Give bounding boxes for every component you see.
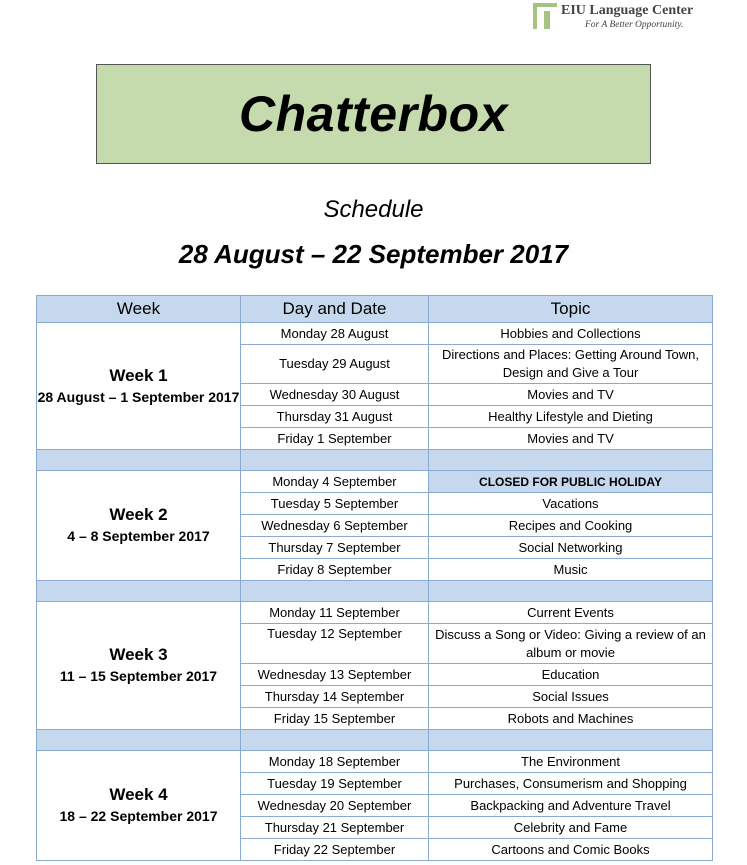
table-row <box>37 471 713 493</box>
day-cell: Thursday 14 September <box>241 686 429 708</box>
page-title: Chatterbox <box>239 86 508 142</box>
table-row <box>37 602 713 624</box>
day-cell: Wednesday 13 September <box>241 664 429 686</box>
logo-tagline: For A Better Opportunity. <box>585 20 684 30</box>
separator-row <box>37 730 713 751</box>
day-cell: Tuesday 12 September <box>241 624 429 664</box>
topic-cell: Education <box>429 664 713 686</box>
holiday-cell: CLOSED FOR PUBLIC HOLIDAY <box>429 471 713 493</box>
topic-cell: Robots and Machines <box>429 708 713 730</box>
day-cell: Monday 28 August <box>241 323 429 345</box>
topic-cell: Social Issues <box>429 686 713 708</box>
week-label: Week 3 <box>109 645 168 664</box>
day-cell: Wednesday 30 August <box>241 384 429 406</box>
topic-cell: Backpacking and Adventure Travel <box>429 795 713 817</box>
header-topic: Topic <box>429 296 713 323</box>
topic-cell: Discuss a Song or Video: Giving a review of an album or movie <box>429 624 713 664</box>
day-cell: Thursday 31 August <box>241 406 429 428</box>
week-label: Week 1 <box>109 365 168 385</box>
schedule-range: 28 August – 22 September 2017 <box>178 239 569 269</box>
week-cell <box>37 323 241 450</box>
week-label: Week 2 <box>109 505 168 524</box>
topic-cell: The Environment <box>429 751 713 773</box>
topic-cell: Movies and TV <box>429 428 713 450</box>
day-cell: Thursday 21 September <box>241 817 429 839</box>
week-dates: 18 – 22 September 2017 <box>59 808 218 824</box>
day-cell: Tuesday 29 August <box>241 345 429 384</box>
topic-cell: Celebrity and Fame <box>429 817 713 839</box>
day-cell: Wednesday 6 September <box>241 515 429 537</box>
week-cell <box>37 602 241 730</box>
topic-cell: Movies and TV <box>429 384 713 406</box>
day-cell: Monday 18 September <box>241 751 429 773</box>
week-dates: 11 – 15 September 2017 <box>59 668 218 684</box>
week-cell <box>37 751 241 861</box>
topic-cell: Current Events <box>429 602 713 624</box>
day-cell: Friday 15 September <box>241 708 429 730</box>
logo-name: EIU Language Center <box>561 3 694 18</box>
topic-cell: Vacations <box>429 493 713 515</box>
separator-row <box>37 450 713 471</box>
header-week: Week <box>37 296 241 323</box>
topic-cell: Hobbies and Collections <box>429 323 713 345</box>
schedule-table <box>36 295 713 861</box>
schedule-title: Schedule <box>323 196 424 223</box>
logo-mark-icon <box>533 3 557 29</box>
day-cell: Tuesday 5 September <box>241 493 429 515</box>
table-row <box>37 751 713 773</box>
topic-cell: Social Networking <box>429 537 713 559</box>
topic-cell: Recipes and Cooking <box>429 515 713 537</box>
day-cell: Monday 4 September <box>241 471 429 493</box>
day-cell: Wednesday 20 September <box>241 795 429 817</box>
day-cell: Friday 1 September <box>241 428 429 450</box>
week-cell <box>37 471 241 581</box>
day-cell: Monday 11 September <box>241 602 429 624</box>
table-row <box>37 323 713 345</box>
week-dates: 28 August – 1 September 2017 <box>37 388 240 405</box>
day-cell: Thursday 7 September <box>241 537 429 559</box>
topic-cell: Directions and Places: Getting Around Town, Design and Give a Tour <box>429 345 713 384</box>
topic-cell: Cartoons and Comic Books <box>429 839 713 861</box>
week-label: Week 4 <box>109 785 168 804</box>
table-header-row <box>37 296 713 323</box>
header-day-and-date: Day and Date <box>241 296 429 323</box>
day-cell: Tuesday 19 September <box>241 773 429 795</box>
separator-row <box>37 581 713 602</box>
day-cell: Friday 8 September <box>241 559 429 581</box>
day-cell: Friday 22 September <box>241 839 429 861</box>
topic-cell: Purchases, Consumerism and Shopping <box>429 773 713 795</box>
topic-cell: Music <box>429 559 713 581</box>
title-banner <box>96 64 651 164</box>
week-dates: 4 – 8 September 2017 <box>67 528 210 544</box>
topic-cell: Healthy Lifestyle and Dieting <box>429 406 713 428</box>
